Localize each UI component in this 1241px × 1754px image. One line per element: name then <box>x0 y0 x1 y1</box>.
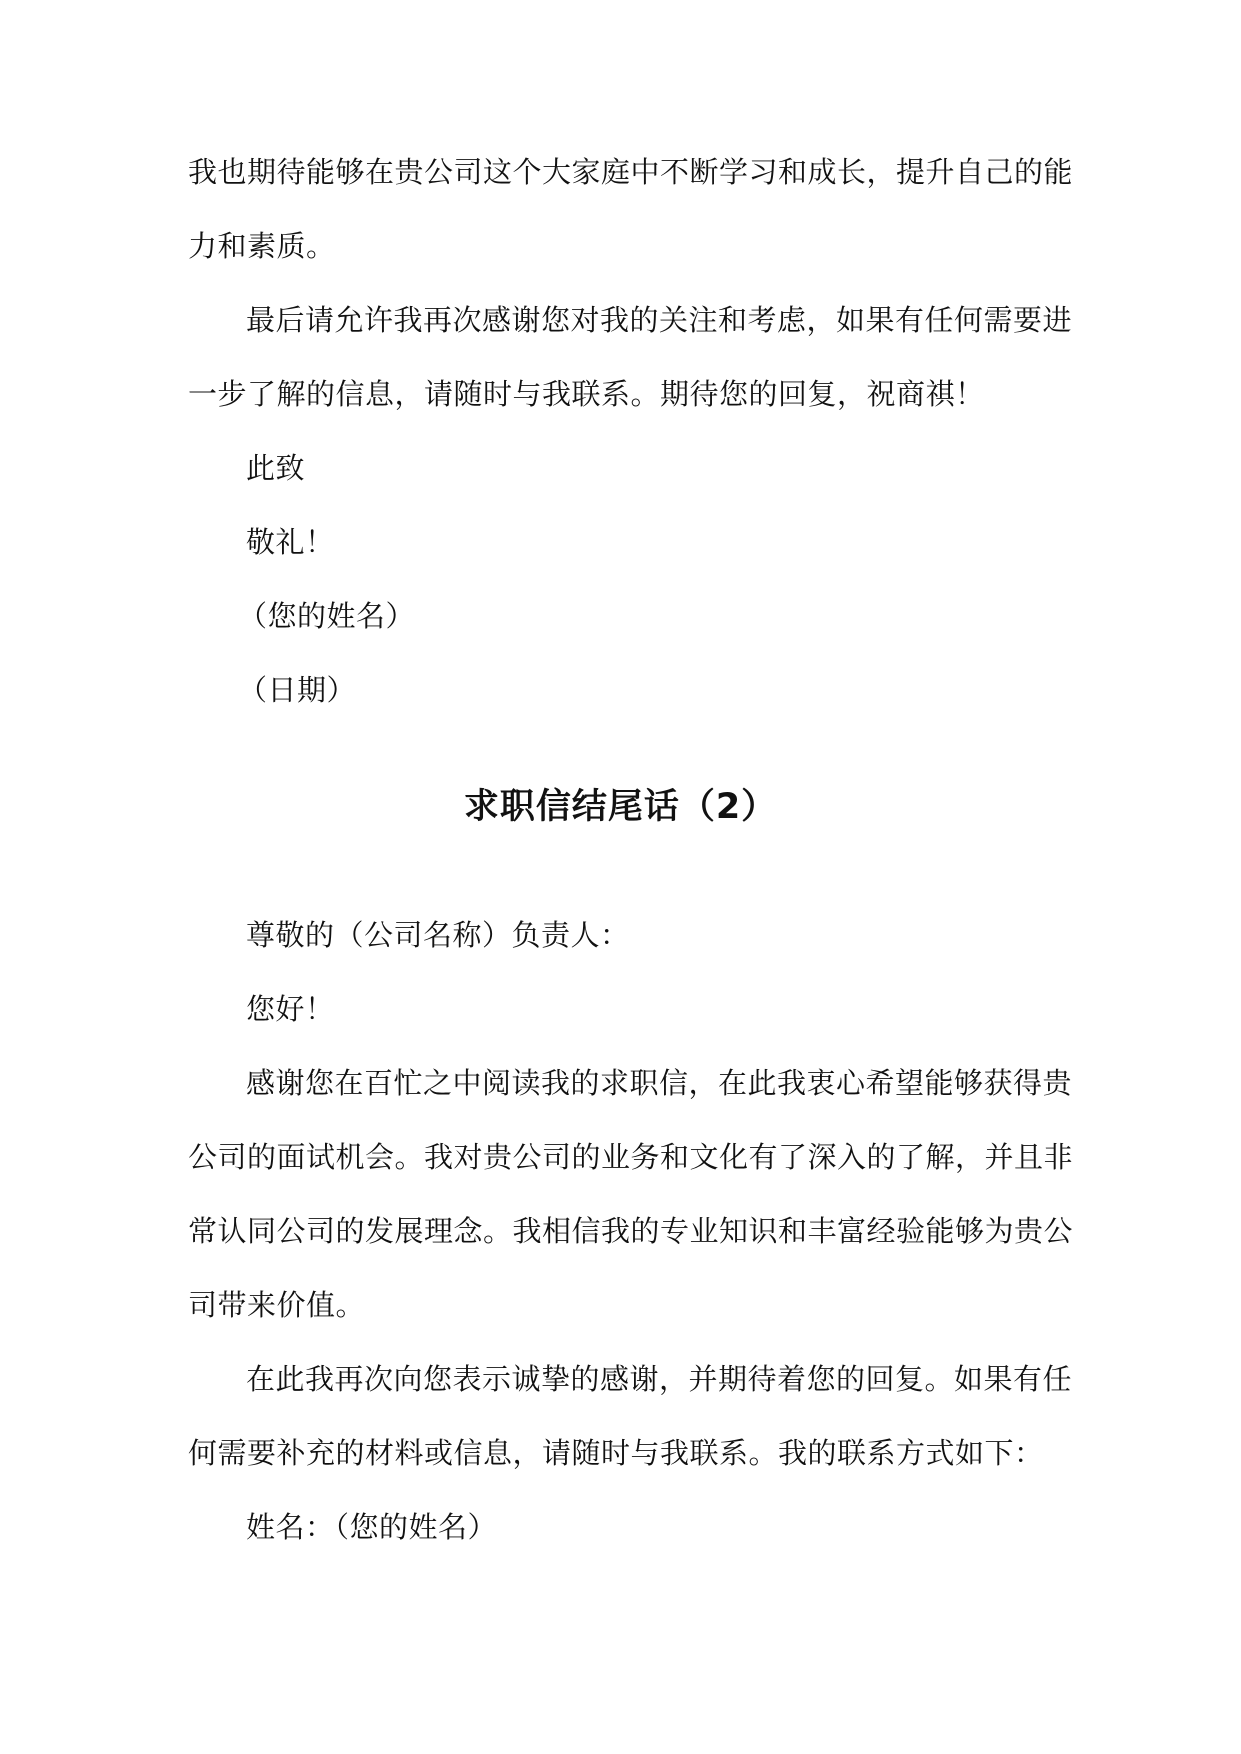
greeting-hello: 您好！ <box>246 992 335 1026</box>
paragraph-line: 我也期待能够在贵公司这个大家庭中不断学习和成长，提升自己的能 <box>188 155 1074 189</box>
paragraph-line: 最后请允许我再次感谢您对我的关注和考虑，如果有任何需要进 <box>246 303 1073 337</box>
paragraph-line: 常认同公司的发展理念。我相信我的专业知识和丰富经验能够为贵公 <box>188 1214 1074 1248</box>
paragraph-line: 力和素质。 <box>188 229 336 263</box>
paragraph-line: 一步了解的信息，请随时与我联系。期待您的回复，祝商祺！ <box>188 377 985 411</box>
closing-salutation: 此致 <box>246 451 306 485</box>
paragraph-line: 公司的面试机会。我对贵公司的业务和文化有了深入的了解，并且非 <box>188 1140 1074 1174</box>
greeting-line: 尊敬的（公司名称）负责人： <box>246 918 630 952</box>
paragraph-line: 司带来价值。 <box>188 1288 366 1322</box>
paragraph-line: 在此我再次向您表示诚挚的感谢，并期待着您的回复。如果有任 <box>246 1362 1073 1396</box>
signature-date: （日期） <box>238 673 357 707</box>
paragraph-line: 感谢您在百忙之中阅读我的求职信，在此我衷心希望能够获得贵 <box>246 1066 1073 1100</box>
closing-regards: 敬礼！ <box>246 525 335 559</box>
section-title: 求职信结尾话（2） <box>463 787 778 827</box>
paragraph-line: 何需要补充的材料或信息，请随时与我联系。我的联系方式如下： <box>188 1436 1044 1470</box>
signature-name: （您的姓名） <box>238 599 416 633</box>
contact-name-line: 姓名：（您的姓名） <box>246 1510 498 1544</box>
